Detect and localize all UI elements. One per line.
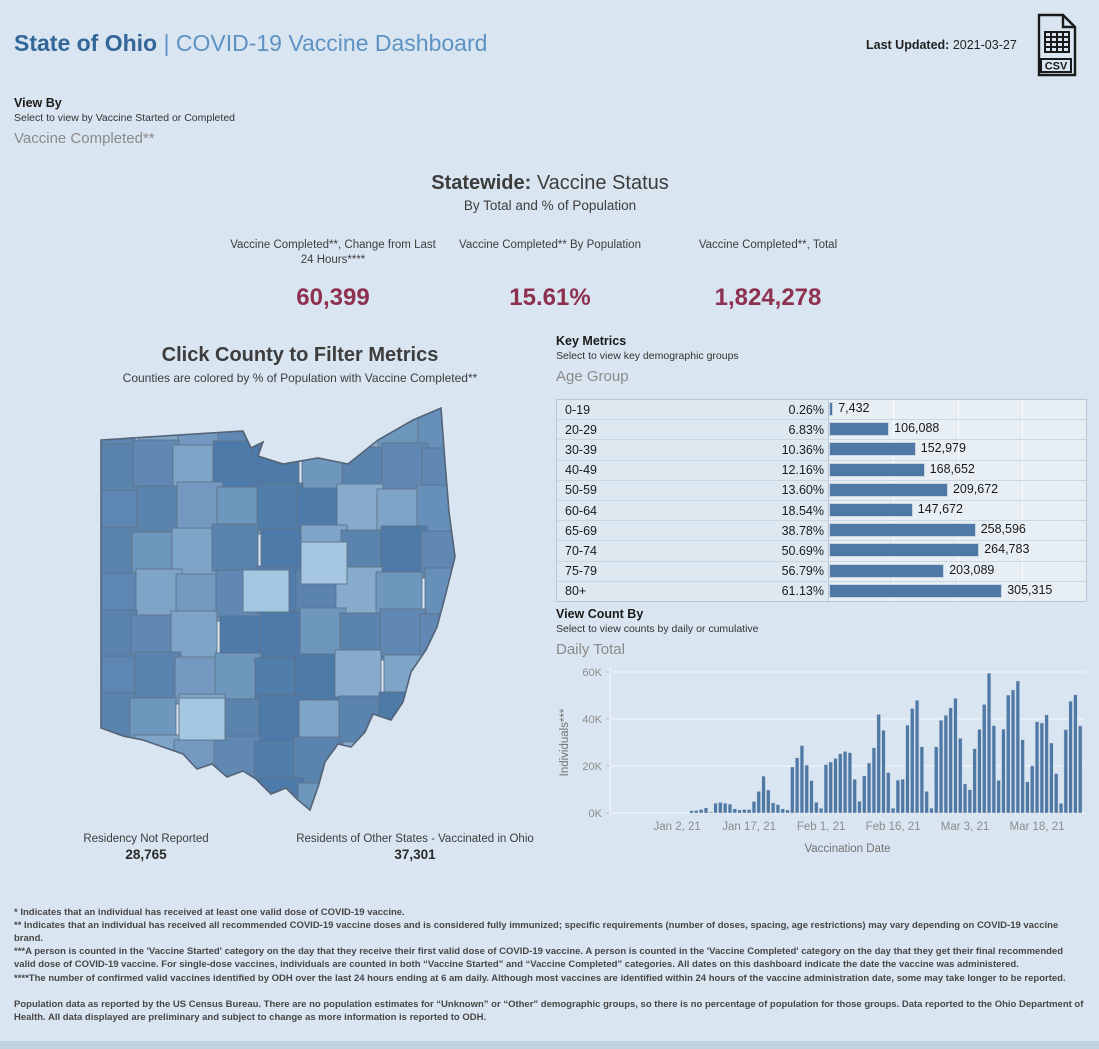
age-group-count: 152,979 <box>920 441 966 456</box>
county-cell[interactable] <box>258 402 304 447</box>
bar-gridline <box>1022 481 1023 500</box>
daily-bar[interactable] <box>920 747 924 813</box>
spreadsheet-grid-icon <box>1045 32 1069 52</box>
county-cell[interactable] <box>93 527 138 574</box>
other-states-stat <box>275 833 555 862</box>
county-cell[interactable] <box>335 650 381 697</box>
daily-bar[interactable] <box>958 738 962 813</box>
county-cell[interactable] <box>93 444 139 491</box>
age-group-percent: 6.83% <box>788 422 824 437</box>
age-group-label: 0-19 <box>565 402 591 417</box>
age-group-bar[interactable] <box>829 523 976 537</box>
age-group-bar-cell <box>828 400 1086 419</box>
map-title: Click County to Filter Metrics <box>161 344 439 366</box>
daily-bar[interactable] <box>1030 766 1034 813</box>
age-table-row[interactable] <box>557 500 1086 520</box>
county-cell[interactable] <box>259 695 305 742</box>
county-cell[interactable] <box>178 777 224 822</box>
daily-bar[interactable] <box>781 809 785 813</box>
county-cell-light[interactable] <box>243 570 289 612</box>
age-group-percent: 50.69% <box>781 543 824 558</box>
age-group-label: 50-59 <box>565 483 597 498</box>
daily-bar[interactable] <box>968 790 972 813</box>
daily-bar[interactable] <box>728 804 732 813</box>
age-group-count: 106,088 <box>894 421 940 436</box>
county-cell[interactable] <box>137 486 183 533</box>
age-group-percent: 61.13% <box>781 584 824 599</box>
bottom-border-strip <box>0 1041 1099 1049</box>
daily-bar[interactable] <box>738 810 742 813</box>
daily-bar[interactable] <box>786 810 790 813</box>
county-cell[interactable] <box>338 779 384 822</box>
county-cell[interactable] <box>177 482 223 529</box>
daily-bar[interactable] <box>997 780 1001 813</box>
metric-label-change-24h: Vaccine Completed**, Change from Last 24 Hours**** <box>230 239 436 266</box>
age-group-percent: 38.78% <box>781 523 824 538</box>
view-by-hint: Select to view by Vaccine Started or Completed <box>14 112 235 124</box>
county-cell[interactable] <box>171 611 217 658</box>
x-tick-label: Feb 16, 21 <box>865 821 921 833</box>
daily-bar[interactable] <box>723 803 727 813</box>
daily-bar[interactable] <box>1045 715 1049 813</box>
daily-bar[interactable] <box>896 780 900 813</box>
page-title-primary: State of Ohio <box>14 30 158 56</box>
age-group-label: 60-64 <box>565 503 597 518</box>
daily-bar[interactable] <box>800 746 804 813</box>
daily-bar[interactable] <box>1035 722 1039 813</box>
age-group-label: 40-49 <box>565 463 597 478</box>
age-table-row[interactable] <box>557 460 1086 480</box>
age-group-bar-cell <box>828 481 1086 500</box>
last-updated-value: 2021-03-27 <box>952 38 1017 52</box>
county-cell[interactable] <box>212 524 258 571</box>
age-table-row[interactable] <box>557 581 1086 601</box>
daily-bar[interactable] <box>930 808 934 813</box>
daily-bar[interactable] <box>757 791 761 813</box>
daily-bar[interactable] <box>752 801 756 813</box>
county-cell-light[interactable] <box>179 698 225 740</box>
view-count-by-control <box>556 607 976 658</box>
view-count-by-hint: Select to view counts by daily or cumulative <box>556 623 759 635</box>
daily-bar[interactable] <box>949 708 953 813</box>
statewide-heading <box>230 172 870 213</box>
age-group-bar[interactable] <box>829 402 833 416</box>
last-updated <box>866 38 1017 52</box>
county-cell[interactable] <box>382 443 428 490</box>
daily-bar[interactable] <box>901 779 905 813</box>
daily-bar[interactable] <box>963 784 967 813</box>
daily-bar[interactable] <box>843 751 847 813</box>
county-cell[interactable] <box>214 736 260 783</box>
age-table-row[interactable] <box>557 480 1086 500</box>
footnote-line: ** Indicates that an individual has received all recommended COVID-19 vaccine doses and is considered fully immunized; specific requirements (number of doses, spacing, age restrictions) may vary depending on COVID-19 vaccine brand. <box>14 920 1059 945</box>
statewide-title-rest: Vaccine Status <box>531 172 669 194</box>
daily-bar[interactable] <box>747 809 751 813</box>
page-title: State of Ohio | COVID-19 Vaccine Dashboard <box>14 30 488 56</box>
metric-value-change-24h: 60,399 <box>296 284 370 311</box>
metric-label-total: Vaccine Completed**, Total <box>698 239 838 251</box>
age-group-label: 75-79 <box>565 564 597 579</box>
county-cell[interactable] <box>424 651 467 698</box>
county-cell[interactable] <box>300 608 346 655</box>
key-metrics-label: Key Metrics <box>556 334 627 348</box>
daily-bar[interactable] <box>695 810 699 813</box>
county-cell[interactable] <box>174 740 220 787</box>
metric-label-by-population: Vaccine Completed** By Population <box>459 239 641 251</box>
county-cell[interactable] <box>133 440 179 487</box>
county-cell[interactable] <box>294 737 340 784</box>
map-subtitle: Counties are colored by % of Population with Vaccine Completed** <box>122 371 478 385</box>
county-cell[interactable] <box>419 697 465 744</box>
y-tick-label: 20K <box>582 761 602 773</box>
ohio-county-map[interactable] <box>93 402 467 822</box>
county-cell[interactable] <box>218 782 264 822</box>
csv-icon-label: CSV <box>1044 60 1068 73</box>
age-group-bar-cell <box>828 541 1086 560</box>
age-group-percent: 10.36% <box>781 442 824 457</box>
age-table-row[interactable] <box>557 520 1086 540</box>
county-cell[interactable] <box>260 612 306 659</box>
daily-bar[interactable] <box>939 720 943 813</box>
daily-bar[interactable] <box>910 708 914 813</box>
daily-bar[interactable] <box>1021 740 1025 813</box>
county-cell[interactable] <box>420 614 466 661</box>
age-table-row[interactable] <box>557 439 1086 459</box>
daily-bar[interactable] <box>762 776 766 813</box>
county-cell[interactable] <box>298 405 344 452</box>
age-group-percent: 18.54% <box>781 503 824 518</box>
county-cell[interactable] <box>134 735 180 782</box>
daily-bar[interactable] <box>906 725 910 813</box>
age-group-count: 258,596 <box>980 522 1026 537</box>
age-group-bar-cell <box>828 582 1086 601</box>
county-cell[interactable] <box>383 738 429 785</box>
daily-bar[interactable] <box>1050 743 1054 813</box>
county-cell[interactable] <box>379 692 425 739</box>
daily-bar[interactable] <box>925 791 929 813</box>
daily-bar[interactable] <box>862 776 866 813</box>
age-group-label: 80+ <box>565 584 587 599</box>
daily-bar[interactable] <box>954 698 958 813</box>
bar-gridline <box>1022 400 1023 419</box>
y-tick-label: 0K <box>588 808 602 820</box>
daily-bar[interactable] <box>766 790 770 813</box>
age-group-label: 30-39 <box>565 442 597 457</box>
age-group-bar[interactable] <box>829 422 889 436</box>
daily-bar[interactable] <box>891 808 895 813</box>
daily-bar[interactable] <box>699 809 703 813</box>
daily-vaccinations-chart[interactable] <box>556 660 1089 858</box>
x-tick-label: Mar 3, 21 <box>940 821 990 833</box>
view-count-by-label: View Count By <box>556 607 644 621</box>
map-heading <box>75 344 525 385</box>
age-group-bar[interactable] <box>829 503 913 517</box>
age-group-count: 264,783 <box>984 542 1030 557</box>
county-cell[interactable] <box>172 528 218 575</box>
daily-bar[interactable] <box>714 803 718 813</box>
footnote-line: * Indicates that an individual has received at least one valid dose of COVID-19 vaccine. <box>14 907 405 918</box>
daily-bar[interactable] <box>973 749 977 813</box>
age-group-bar-cell <box>828 461 1086 480</box>
county-cell[interactable] <box>343 742 389 789</box>
county-cell[interactable] <box>381 526 427 573</box>
metric-value-by-population: 15.61% <box>509 284 591 311</box>
footnote-line: ****The number of confirmed valid vaccines identified by ODH over the last 24 hours ending at 6 am daily. Although most vaccines are identified within 24 hours of the vaccine administration date, some may take longer to be reported. <box>14 972 1066 984</box>
age-group-label: 65-69 <box>565 523 597 538</box>
county-cell[interactable] <box>298 783 344 822</box>
county-cell[interactable] <box>94 739 140 786</box>
daily-bar[interactable] <box>704 808 708 813</box>
age-group-percent: 12.16% <box>781 463 824 478</box>
daily-bar[interactable] <box>867 763 871 813</box>
bar-gridline <box>1022 461 1023 480</box>
residency-not-reported-stat <box>66 833 226 862</box>
bar-gridline <box>1022 562 1023 581</box>
daily-bar[interactable] <box>1054 774 1058 813</box>
age-group-bar-cell <box>828 440 1086 459</box>
daily-bar[interactable] <box>819 808 823 813</box>
demographic-group-dropdown[interactable]: Age Group <box>556 368 629 385</box>
daily-bar[interactable] <box>872 748 876 813</box>
x-tick-label: Feb 1, 21 <box>796 821 846 833</box>
county-cell[interactable] <box>418 780 464 822</box>
age-table-row[interactable] <box>557 561 1086 581</box>
daily-bar[interactable] <box>1006 695 1010 813</box>
age-group-percent: 56.79% <box>781 564 824 579</box>
bar-gridline <box>958 420 959 439</box>
age-table-row[interactable] <box>557 400 1086 419</box>
county-cell[interactable] <box>93 610 137 657</box>
age-group-bar[interactable] <box>829 483 948 497</box>
daily-bar[interactable] <box>795 758 799 813</box>
daily-bar[interactable] <box>1016 681 1020 813</box>
daily-bar[interactable] <box>805 765 809 813</box>
age-group-percent: 0.26% <box>788 402 824 417</box>
x-tick-label: Jan 2, 21 <box>653 821 701 833</box>
age-table-row[interactable] <box>557 540 1086 560</box>
daily-bar[interactable] <box>834 758 838 813</box>
footnote-line: ***A person is counted in the 'Vaccine Started' category on the day that they receive their first valid dose of COVID-19 vaccine. A person is counted in the 'Vaccine Completed' category on the day that they get their final recommended valid dose of COVID-19 vaccine. For single-dose vaccines, individuals are counted in both “Vaccine Started” and “Vaccine Completed” categories. All dates on this dashboard indicate the date the vaccine was administered. <box>14 946 1064 971</box>
daily-bar[interactable] <box>771 803 775 813</box>
daily-bar[interactable] <box>858 801 862 813</box>
daily-bar[interactable] <box>915 700 919 813</box>
count-type-dropdown[interactable]: Daily Total <box>556 641 625 658</box>
age-group-count: 305,315 <box>1007 582 1053 597</box>
daily-bar[interactable] <box>877 714 881 813</box>
daily-bar[interactable] <box>1040 723 1044 813</box>
bar-gridline <box>958 400 959 419</box>
y-axis-title: Individuals*** <box>559 708 571 777</box>
daily-bar[interactable] <box>810 781 814 813</box>
age-group-count: 147,672 <box>917 501 963 516</box>
y-tick-label: 40K <box>582 714 602 726</box>
age-group-count: 168,652 <box>929 461 975 476</box>
age-group-count: 7,432 <box>838 401 870 415</box>
age-group-percent: 13.60% <box>781 483 824 498</box>
county-cell[interactable] <box>417 485 463 532</box>
age-group-table <box>556 399 1087 602</box>
county-cell[interactable] <box>138 781 184 822</box>
daily-bar[interactable] <box>719 802 723 813</box>
daily-bar[interactable] <box>776 805 780 813</box>
daily-bar[interactable] <box>1074 695 1078 813</box>
residency-not-reported-label: Residency Not Reported <box>83 833 209 845</box>
age-table-row[interactable] <box>557 419 1086 439</box>
daily-bar[interactable] <box>934 747 938 813</box>
daily-bar[interactable] <box>733 809 737 813</box>
daily-bar[interactable] <box>853 779 857 813</box>
view-by-dropdown[interactable]: Vaccine Completed** <box>14 130 155 147</box>
bar-gridline <box>1022 420 1023 439</box>
age-group-label: 20-29 <box>565 422 597 437</box>
age-group-bar[interactable] <box>829 584 1002 598</box>
view-by-control <box>14 96 334 147</box>
x-tick-label: Jan 17, 21 <box>722 821 777 833</box>
footnotes <box>14 906 1086 1024</box>
county-cell[interactable] <box>423 734 467 781</box>
daily-bar[interactable] <box>824 765 828 813</box>
county-cell[interactable] <box>135 652 181 699</box>
daily-bar[interactable] <box>1059 803 1063 813</box>
daily-bar[interactable] <box>882 730 886 813</box>
x-tick-label: Mar 18, 21 <box>1009 821 1065 833</box>
statewide-title-bold: Statewide: <box>431 172 532 194</box>
residency-not-reported-value: 28,765 <box>125 847 167 862</box>
daily-bar[interactable] <box>829 762 833 813</box>
age-group-bar[interactable] <box>829 543 979 557</box>
county-cell[interactable] <box>337 484 383 531</box>
daily-bar[interactable] <box>814 802 818 813</box>
key-metrics-hint: Select to view key demographic groups <box>556 350 739 362</box>
age-group-bar-cell <box>828 521 1086 540</box>
age-group-bar-cell <box>828 501 1086 520</box>
age-group-count: 203,089 <box>949 562 995 577</box>
csv-file-icon <box>1034 13 1080 77</box>
other-states-value: 37,301 <box>394 847 436 862</box>
daily-bar[interactable] <box>790 767 794 813</box>
daily-bar[interactable] <box>1002 729 1006 813</box>
daily-bar[interactable] <box>987 673 991 813</box>
county-cell[interactable] <box>93 776 135 822</box>
daily-bar[interactable] <box>1078 726 1082 813</box>
county-cell[interactable] <box>257 483 303 530</box>
view-by-label: View By <box>14 96 62 110</box>
key-metrics-control <box>556 334 976 385</box>
county-cell[interactable] <box>380 609 426 656</box>
bar-gridline <box>893 400 894 419</box>
csv-download-button[interactable] <box>1034 13 1080 77</box>
age-group-bar-cell <box>828 562 1086 581</box>
footnote-paragraph: Population data as reported by the US Census Bureau. There are no population estimates for “Unknown” or “Other” demographic groups, so there is no percentage of population for those groups. Data reported to the Ohio Department of Health. All data displayed are preliminary and subject to change as more information is reported to ODH. <box>14 998 1084 1023</box>
age-group-bar[interactable] <box>829 564 944 578</box>
daily-bar[interactable] <box>1026 782 1030 813</box>
daily-bar[interactable] <box>848 753 852 813</box>
last-updated-label: Last Updated: <box>866 38 950 52</box>
daily-bar[interactable] <box>1064 730 1068 813</box>
daily-bar[interactable] <box>690 811 694 813</box>
age-group-count: 209,672 <box>952 481 999 496</box>
other-states-label: Residents of Other States - Vaccinated in Ohio <box>296 833 534 845</box>
age-group-bar-cell <box>828 420 1086 439</box>
daily-bar[interactable] <box>1069 701 1073 813</box>
county-cell-light[interactable] <box>301 542 347 584</box>
county-cells <box>93 402 467 822</box>
county-cell[interactable] <box>215 653 261 700</box>
daily-bar[interactable] <box>709 812 713 813</box>
daily-bar[interactable] <box>944 715 948 813</box>
county-cell[interactable] <box>378 784 424 822</box>
bar-gridline <box>1022 501 1023 520</box>
y-tick-label: 60K <box>582 667 602 679</box>
age-group-bar[interactable] <box>829 442 916 456</box>
daily-bar[interactable] <box>982 704 986 813</box>
daily-bar[interactable] <box>886 773 890 813</box>
daily-bar[interactable] <box>1011 690 1015 813</box>
x-axis-title: Vaccination Date <box>804 843 891 855</box>
age-group-label: 70-74 <box>565 543 597 558</box>
age-group-bar[interactable] <box>829 463 925 477</box>
daily-bar[interactable] <box>742 809 746 813</box>
daily-bar[interactable] <box>978 729 982 813</box>
metric-value-total: 1,824,278 <box>714 284 822 311</box>
bar-gridline <box>1022 440 1023 459</box>
daily-bar[interactable] <box>838 754 842 813</box>
daily-bar[interactable] <box>992 726 996 813</box>
county-cell[interactable] <box>178 402 224 446</box>
county-cell[interactable] <box>295 654 341 701</box>
county-cell[interactable] <box>302 442 348 489</box>
county-cell[interactable] <box>136 569 182 616</box>
statewide-subtitle: By Total and % of Population <box>463 198 637 213</box>
